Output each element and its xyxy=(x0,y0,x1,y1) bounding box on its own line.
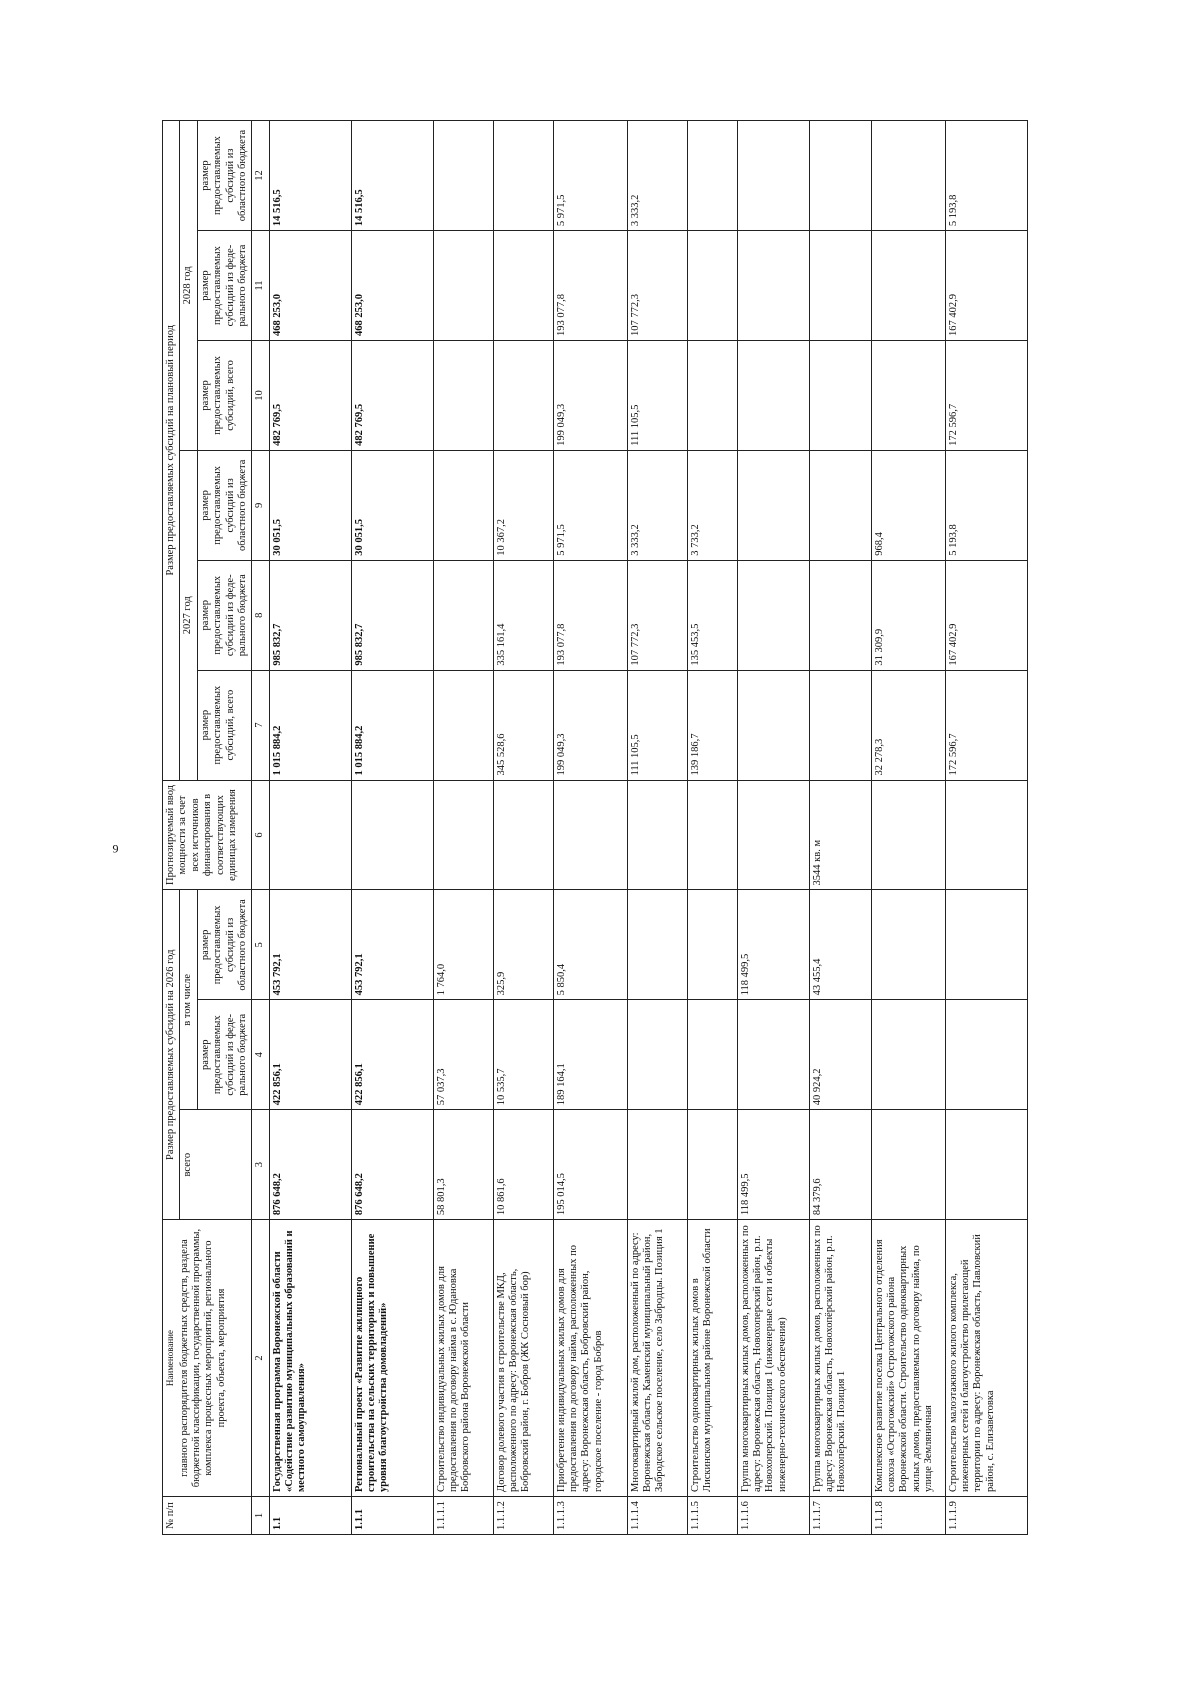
col-num: 7 xyxy=(252,670,269,780)
value-cell-c9: 10 367,2 xyxy=(493,450,553,560)
table-row xyxy=(871,121,945,1535)
row-name-cell: Договор долевого участия в строительстве МКД, расположенного по адресу: Воронежская область, Бобровский район, г. Бобров (ЖК Сосновый бор) xyxy=(493,1220,553,1497)
value-cell-c5: 325,9 xyxy=(493,890,553,1000)
value-cell-c9: 3 333,2 xyxy=(627,450,687,560)
value-cell-c11: 193 077,8 xyxy=(553,231,627,341)
header-no: № п/п xyxy=(163,1496,252,1534)
value-cell-c6 xyxy=(493,780,553,890)
value-cell-c5: 43 455,4 xyxy=(809,890,871,1000)
value-cell-c4 xyxy=(687,1000,737,1110)
value-cell-c12 xyxy=(687,121,737,231)
row-name-cell: Приобретение индивидуальных жилых домов для предоставления по договору найма, расположенных по адресу: Воронежская область, Бобровский район, городское поселение - город Бобров xyxy=(553,1220,627,1497)
table-row xyxy=(737,121,809,1535)
value-cell-c4: 422 856,1 xyxy=(269,1000,351,1110)
value-cell-c5 xyxy=(871,890,945,1000)
row-number-cell: 1.1.1.9 xyxy=(945,1496,1027,1534)
value-cell-c4: 57 037,3 xyxy=(433,1000,493,1110)
value-cell-c4 xyxy=(627,1000,687,1110)
value-cell-c12 xyxy=(809,121,871,231)
value-cell-c6: 3544 кв. м xyxy=(809,780,871,890)
col-num: 11 xyxy=(252,231,269,341)
row-name-cell: Многоквартирный жилой дом, расположенный по адресу: Воронежская область, Каменский муниципальный район, Забродское сельское поселение, село Забродцы. Позиция 1 xyxy=(627,1220,687,1497)
header-total-2028: размер предоставляемых субсидий, всего xyxy=(197,340,252,450)
subsidy-table xyxy=(162,120,1028,1535)
table-row xyxy=(269,121,351,1535)
col-num: 3 xyxy=(252,1110,269,1220)
value-cell-c8: 167 402,9 xyxy=(945,560,1027,670)
header-year-2028: 2028 год xyxy=(180,121,197,451)
value-cell-c7: 139 186,7 xyxy=(687,670,737,780)
value-cell-c5: 118 499,5 xyxy=(737,890,809,1000)
value-cell-c9 xyxy=(433,450,493,560)
value-cell-c3: 118 499,5 xyxy=(737,1110,809,1220)
value-cell-c9 xyxy=(809,450,871,560)
value-cell-c6 xyxy=(433,780,493,890)
header-name-title: Наименование xyxy=(165,1330,175,1387)
value-cell-c10 xyxy=(809,340,871,450)
value-cell-c3: 84 379,6 xyxy=(809,1110,871,1220)
value-cell-c12: 5 193,8 xyxy=(945,121,1027,231)
value-cell-c7: 111 105,5 xyxy=(627,670,687,780)
header-in-that: в том числе xyxy=(180,890,197,1110)
table-body xyxy=(269,121,1027,1535)
header-name-detail: главного распорядителя бюджетных средств, раздела бюджетной классификации, государственной программы, комплекса процессных мероприятий, регионального проекта, объекта, мероприятия xyxy=(178,1228,227,1488)
value-cell-c6 xyxy=(351,780,433,890)
header-fed-2026: размер предоставляемых субсидий из феде-рального бюджета xyxy=(197,1000,252,1110)
value-cell-c10 xyxy=(871,340,945,450)
value-cell-c8: 135 453,5 xyxy=(687,560,737,670)
row-number-cell: 1.1.1.3 xyxy=(553,1496,627,1534)
value-cell-c12: 3 333,2 xyxy=(627,121,687,231)
row-name-cell: Региональный проект «Развитие жилищного строительства на сельских территориях и повышение уровня благоустройства домовладений» xyxy=(351,1220,433,1497)
value-cell-c10: 482 769,5 xyxy=(269,340,351,450)
value-cell-c11 xyxy=(737,231,809,341)
value-cell-c11: 167 402,9 xyxy=(945,231,1027,341)
header-planning-period: Размер предоставляемых субсидий на плановый период xyxy=(163,121,180,781)
value-cell-c12: 14 516,5 xyxy=(351,121,433,231)
value-cell-c6 xyxy=(627,780,687,890)
value-cell-c12: 5 971,5 xyxy=(553,121,627,231)
value-cell-c3 xyxy=(871,1110,945,1220)
value-cell-c4 xyxy=(871,1000,945,1110)
value-cell-c3 xyxy=(945,1110,1027,1220)
col-num: 9 xyxy=(252,450,269,560)
value-cell-c7: 32 278,3 xyxy=(871,670,945,780)
value-cell-c8 xyxy=(737,560,809,670)
row-number-cell: 1.1.1.7 xyxy=(809,1496,871,1534)
value-cell-c5: 5 850,4 xyxy=(553,890,627,1000)
page-number: 9 xyxy=(112,841,119,856)
value-cell-c4 xyxy=(945,1000,1027,1110)
value-cell-c3: 10 861,6 xyxy=(493,1110,553,1220)
row-name-cell: Строительство индивидуальных жилых домов для предоставления по договору найма в с. Юдановка Бобровского района Воронежской области xyxy=(433,1220,493,1497)
value-cell-c11 xyxy=(871,231,945,341)
value-cell-c5: 1 764,0 xyxy=(433,890,493,1000)
value-cell-c4: 189 164,1 xyxy=(553,1000,627,1110)
row-number-cell: 1.1 xyxy=(269,1496,351,1534)
value-cell-c6 xyxy=(945,780,1027,890)
value-cell-c10 xyxy=(433,340,493,450)
value-cell-c3: 195 014,5 xyxy=(553,1110,627,1220)
header-group-2026: Размер предоставляемых субсидий на 2026 год xyxy=(163,890,180,1220)
value-cell-c3 xyxy=(687,1110,737,1220)
value-cell-c10: 111 105,5 xyxy=(627,340,687,450)
table-row xyxy=(627,121,687,1535)
value-cell-c9 xyxy=(737,450,809,560)
value-cell-c3: 876 648,2 xyxy=(351,1110,433,1220)
row-number-cell: 1.1.1.6 xyxy=(737,1496,809,1534)
value-cell-c11: 468 253,0 xyxy=(269,231,351,341)
value-cell-c6 xyxy=(737,780,809,890)
table-row xyxy=(553,121,627,1535)
value-cell-c9: 5 971,5 xyxy=(553,450,627,560)
table-row xyxy=(493,121,553,1535)
value-cell-c7: 172 596,7 xyxy=(945,670,1027,780)
value-cell-c11 xyxy=(493,231,553,341)
value-cell-c5: 453 792,1 xyxy=(269,890,351,1000)
value-cell-c3: 58 801,3 xyxy=(433,1110,493,1220)
value-cell-c4 xyxy=(737,1000,809,1110)
row-number-cell: 1.1.1 xyxy=(351,1496,433,1534)
value-cell-c12 xyxy=(737,121,809,231)
value-cell-c9: 30 051,5 xyxy=(351,450,433,560)
row-number-cell: 1.1.1.2 xyxy=(493,1496,553,1534)
table-row xyxy=(809,121,871,1535)
row-number-cell: 1.1.1.4 xyxy=(627,1496,687,1534)
value-cell-c8 xyxy=(433,560,493,670)
table-row xyxy=(433,121,493,1535)
value-cell-c12 xyxy=(493,121,553,231)
value-cell-c10 xyxy=(737,340,809,450)
value-cell-c12: 14 516,5 xyxy=(269,121,351,231)
header-total-2026: всего xyxy=(180,1110,252,1220)
value-cell-c11 xyxy=(687,231,737,341)
value-cell-c8 xyxy=(809,560,871,670)
row-name-cell: Строительство малоэтажного жилого комплекса, инженерных сетей и благоустройство прилегающей территории по адресу: Воронежская область, Павловский район, с. Елизаветовка xyxy=(945,1220,1027,1497)
value-cell-c9: 3 733,2 xyxy=(687,450,737,560)
row-name-cell: Группа многоквартирных жилых домов, расположенных по адресу: Воронежская область, Новохоперский район, р.п. Новохоперский. Позиция 1 (инженерные сети и объекты инженерно-технического обеспечения) xyxy=(737,1220,809,1497)
row-name-cell: Группа многоквартирных жилых домов, расположенных по адресу: Воронежская область, Новохопёрский район, р.п. Новохопёрский. Позиция 1 xyxy=(809,1220,871,1497)
value-cell-c7: 1 015 884,2 xyxy=(351,670,433,780)
value-cell-c4: 40 924,2 xyxy=(809,1000,871,1110)
value-cell-c6 xyxy=(687,780,737,890)
value-cell-c9: 968,4 xyxy=(871,450,945,560)
value-cell-c12 xyxy=(433,121,493,231)
value-cell-c9: 30 051,5 xyxy=(269,450,351,560)
col-num: 4 xyxy=(252,1000,269,1110)
value-cell-c7 xyxy=(737,670,809,780)
header-total-2027: размер предоставляемых субсидий, всего xyxy=(197,670,252,780)
value-cell-c5: 453 792,1 xyxy=(351,890,433,1000)
row-name-cell: Комплексное развитие поселка Центрального отделения совхоза «Острогожский» Острогожского района Воронежской области. Строительство одноквартирных жилых домов, предоставляемых по договору найма, по улице Земляничная xyxy=(871,1220,945,1497)
col-num: 6 xyxy=(252,780,269,890)
value-cell-c7: 199 049,3 xyxy=(553,670,627,780)
row-name-cell: Государственная программа Воронежской области «Содействие развитию муниципальных образований и местного самоуправления» xyxy=(269,1220,351,1497)
column-number-row xyxy=(252,121,269,1535)
col-num: 8 xyxy=(252,560,269,670)
value-cell-c11: 107 772,3 xyxy=(627,231,687,341)
row-name-cell: Строительство одноквартирных жилых домов в Лискинском муниципальном районе Воронежской области xyxy=(687,1220,737,1497)
header-reg-2026: размер предоставляемых субсидий из областного бюджета xyxy=(197,890,252,1000)
value-cell-c10: 199 049,3 xyxy=(553,340,627,450)
col-num: 10 xyxy=(252,340,269,450)
value-cell-c7: 345 528,6 xyxy=(493,670,553,780)
col-num: 12 xyxy=(252,121,269,231)
value-cell-c8: 335 161,4 xyxy=(493,560,553,670)
value-cell-c5 xyxy=(627,890,687,1000)
value-cell-c6 xyxy=(553,780,627,890)
value-cell-c8: 985 832,7 xyxy=(351,560,433,670)
header-reg-2028: размер предоставляемых субсидий из областного бюджета xyxy=(197,121,252,231)
value-cell-c8: 193 077,8 xyxy=(553,560,627,670)
table-row xyxy=(351,121,433,1535)
col-num: 1 xyxy=(252,1496,269,1534)
value-cell-c10 xyxy=(493,340,553,450)
col-num: 5 xyxy=(252,890,269,1000)
value-cell-c10: 172 596,7 xyxy=(945,340,1027,450)
header-name xyxy=(163,1220,252,1497)
value-cell-c10: 482 769,5 xyxy=(351,340,433,450)
value-cell-c5 xyxy=(687,890,737,1000)
value-cell-c5 xyxy=(945,890,1027,1000)
row-number-cell: 1.1.1.5 xyxy=(687,1496,737,1534)
value-cell-c8: 985 832,7 xyxy=(269,560,351,670)
value-cell-c4: 422 856,1 xyxy=(351,1000,433,1110)
header-capacity: Прогнозируемый ввод мощности за счет всех источников финансирования в соответствующих единицах измерения xyxy=(163,780,252,890)
value-cell-c7 xyxy=(809,670,871,780)
value-cell-c3: 876 648,2 xyxy=(269,1110,351,1220)
row-number-cell: 1.1.1.8 xyxy=(871,1496,945,1534)
value-cell-c12 xyxy=(871,121,945,231)
value-cell-c6 xyxy=(269,780,351,890)
header-year-2027: 2027 год xyxy=(180,450,197,780)
value-cell-c11: 468 253,0 xyxy=(351,231,433,341)
value-cell-c3 xyxy=(627,1110,687,1220)
value-cell-c8: 107 772,3 xyxy=(627,560,687,670)
value-cell-c7: 1 015 884,2 xyxy=(269,670,351,780)
value-cell-c9: 5 193,8 xyxy=(945,450,1027,560)
value-cell-c11 xyxy=(433,231,493,341)
table-row xyxy=(687,121,737,1535)
row-number-cell: 1.1.1.1 xyxy=(433,1496,493,1534)
header-fed-2028: размер предоставляемых субсидий из феде-рального бюджета xyxy=(197,231,252,341)
value-cell-c11 xyxy=(809,231,871,341)
header-fed-2027: размер предоставляемых субсидий из феде-рального бюджета xyxy=(197,560,252,670)
col-num: 2 xyxy=(252,1220,269,1497)
header-reg-2027: размер предоставляемых субсидий из областного бюджета xyxy=(197,450,252,560)
value-cell-c10 xyxy=(687,340,737,450)
value-cell-c6 xyxy=(871,780,945,890)
value-cell-c8: 31 309,9 xyxy=(871,560,945,670)
value-cell-c7 xyxy=(433,670,493,780)
value-cell-c4: 10 535,7 xyxy=(493,1000,553,1110)
table-row xyxy=(945,121,1027,1535)
